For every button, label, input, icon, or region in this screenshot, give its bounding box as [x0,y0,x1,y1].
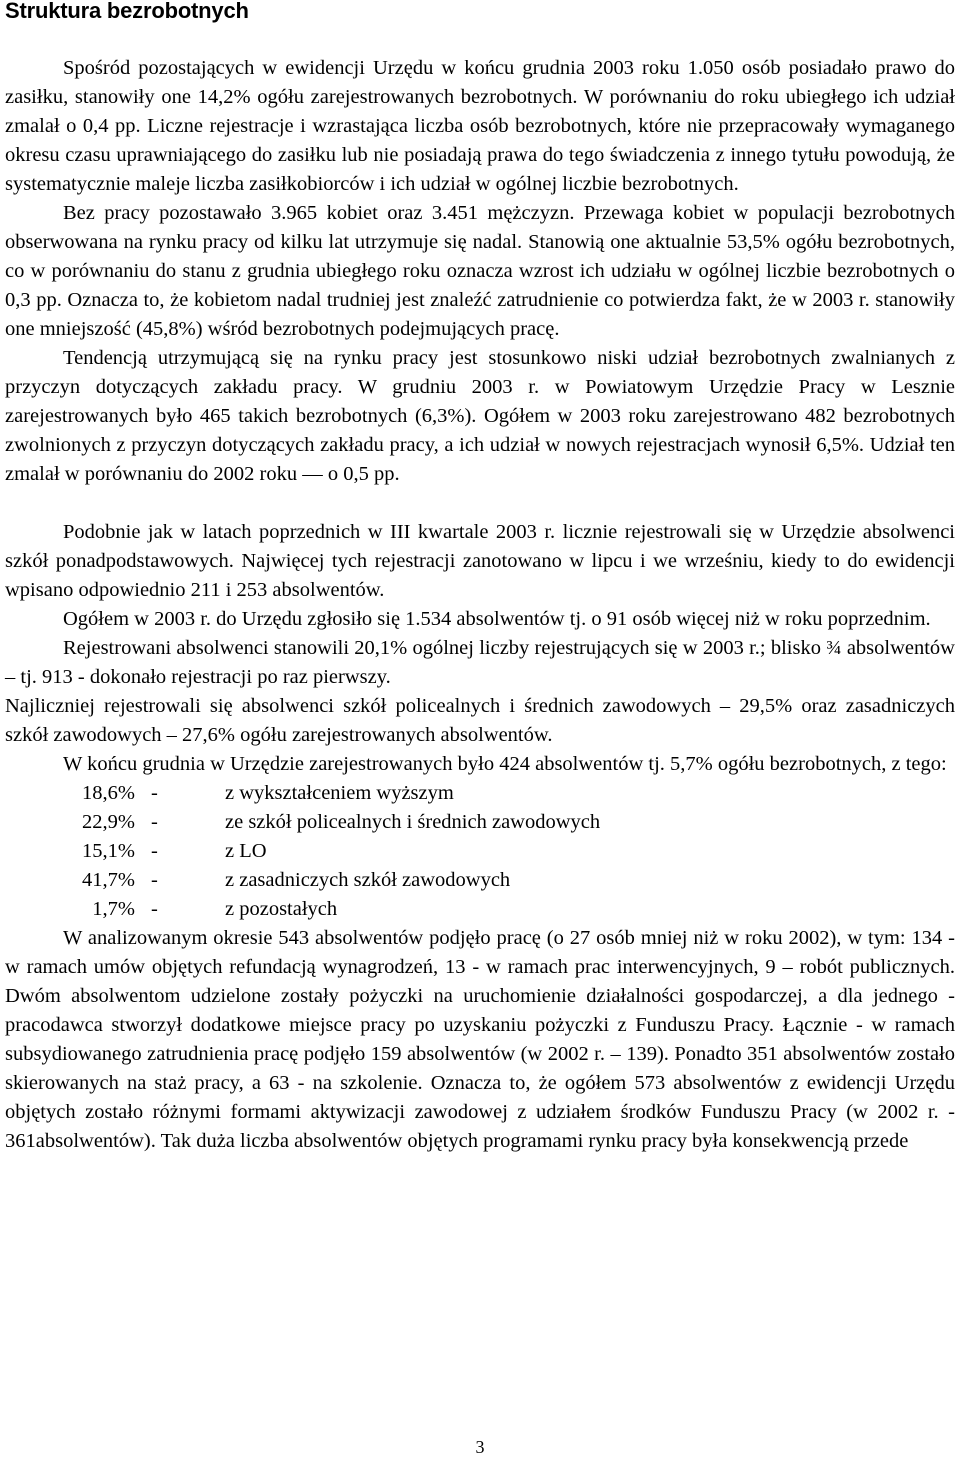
paragraph-spacer [5,489,955,518]
document-body [5,54,955,1156]
list-item-label: z wykształceniem wyższym [225,782,454,804]
list-item-label: ze szkół policealnych i średnich zawodowych [225,811,601,833]
list-item-percent: 15,1% [82,840,135,862]
list-item-dash: - [151,898,158,920]
paragraph-graduates-december: W końcu grudnia w Urzędzie zarejestrowanych było 424 absolwentów tj. 5,7% ogółu bezrobotnych, z tego: [63,753,947,775]
education-breakdown-list [5,779,955,924]
list-item-dash: - [151,869,158,891]
paragraph-women: Bez pracy pozostawało 3.965 kobiet oraz 3.451 mężczyzn. Przewaga kobiet w populacji bezrobotnych obserwowana na rynku pracy od kilku lat utrzymuje się nadal. Stanowią one aktualnie 53,5% ogółu bezrobotnych, co w porównaniu do stanu z grudnia ubiegłego roku oznacza wzrost ich udziału w ogólnej liczbie bezrobotnych o 0,3 pp. Oznacza to, że kobietom nadal trudniej jest znaleźć zatrudnienie co potwierdza fakt, że w 2003 r. stanowiły one mniejszość (45,8%) wśród bezrobotnych podejmujących pracę. [5,202,955,340]
list-item [5,866,955,895]
list-item-label: z pozostałych [225,898,338,920]
paragraph-graduates-schools: Najliczniej rejestrowali się absolwenci szkół policealnych i średnich zawodowych – 29,5% oraz zasadniczych szkół zawodowych – 27,6% ogółu zarejestrowanych absolwentów. [5,695,955,746]
paragraph-graduates-registration: Podobnie jak w latach poprzednich w III kwartale 2003 r. licznie rejestrowali się w Urzędzie absolwenci szkół ponadpodstawowych. Najwięcej tych rejestracji zanotowano w lipcu i we wrześniu, kiedy to do ewidencji wpisano odpowiednio 211 i 253 absolwentów. [5,521,955,601]
list-item [5,779,955,808]
list-item [5,837,955,866]
paragraph-benefits: Spośród pozostających w ewidencji Urzędu w końcu grudnia 2003 roku 1.050 osób posiadało prawo do zasiłku, stanowiły one 14,2% ogółu zarejestrowanych bezrobotnych. W porównaniu do roku ubiegłego ich udział zmalał o 0,4 pp. Liczne rejestracje i wzrastająca liczba osób bezrobotnych, które nie przepracowały wymaganego okresu czasu uprawniającego do zasiłku lub nie posiadają prawa do tego świadczenia z innego tytułu powodują, że systematycznie maleje liczba zasiłkobiorców i ich udział w ogólnej liczbie bezrobotnych. [5,57,955,195]
paragraph-graduates-employment: W analizowanym okresie 543 absolwentów podjęło pracę (o 27 osób mniej niż w roku 2002), w tym: 134 - w ramach umów objętych refundacją wynagrodzeń, 13 - w ramach prac interwencyjnych, 9 – robót publicznych. Dwóm absolwentom udzielone zostały pożyczki na uruchomienie działalności gospodarczej, a dla jednego - pracodawca stworzył dodatkowe miejsce pracy po uzyskaniu pożyczki z Funduszu Pracy. Łącznie - w ramach subsydiowanego zatrudnienia pracę podjęło 159 absolwentów (w 2002 r. – 139). Ponadto 351 absolwentów zostało skierowanych na staż pracy, a 63 - na szkolenie. Oznacza to, że ogółem 573 absolwentów z ewidencji Urzędu objętych zostało różnymi formami aktywizacji zawodowej z udziałem środków Funduszu Pracy (w 2002 r. - 361absolwentów). Tak duża liczba absolwentów objętych programami rynku pracy była konsekwencją przede [5,927,955,1152]
list-item-label: z zasadniczych szkół zawodowych [225,869,511,891]
list-item-label: z LO [225,840,267,862]
list-item-dash: - [151,840,158,862]
paragraph-graduates-share: Rejestrowani absolwenci stanowili 20,1% ogólnej liczby rejestrujących się w 2003 r.; blisko ¾ absolwentów – tj. 913 - dokonało rejestracji po raz pierwszy. [5,637,955,688]
list-item-dash: - [151,782,158,804]
list-item-dash: - [151,811,158,833]
paragraph-layoffs: Tendencją utrzymującą się na rynku pracy jest stosunkowo niski udział bezrobotnych zwalnianych z przyczyn dotyczących zakładu pracy. W grudniu 2003 r. w Powiatowym Urzędzie Pracy w Lesznie zarejestrowanych było 465 takich bezrobotnych (6,3%). Ogółem w 2003 roku zarejestrowano 482 bezrobotnych zwolnionych z przyczyn dotyczących zakładu pracy, a ich udział w nowych rejestracjach wynosił 6,5%. Udział ten zmalał w porównaniu do 2002 roku — o 0,5 pp. [5,347,955,485]
list-item-percent: 1,7% [92,898,135,920]
list-item [5,895,955,924]
list-item [5,808,955,837]
paragraph-graduates-total: Ogółem w 2003 r. do Urzędu zgłosiło się 1.534 absolwentów tj. o 91 osób więcej niż w roku poprzednim. [63,608,931,630]
list-item-percent: 41,7% [82,869,135,891]
page-number: 3 [475,1437,485,1457]
section-title: Struktura bezrobotnych [5,0,249,23]
list-item-percent: 18,6% [82,782,135,804]
list-item-percent: 22,9% [82,811,135,833]
